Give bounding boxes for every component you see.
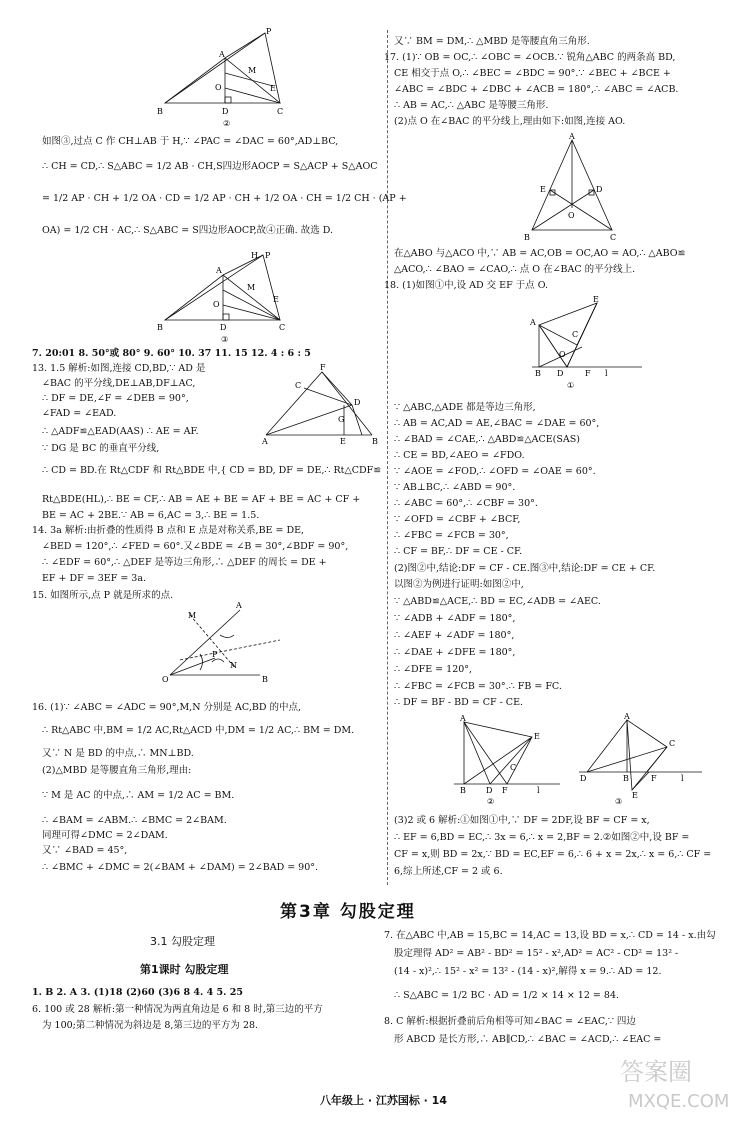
pt-l: l bbox=[537, 786, 540, 795]
text-line: 在△ABO 与△ACO 中,∵ AB = AC,OB = OC,AO = AO,∴ △ABO≌ bbox=[394, 248, 686, 259]
text-line: 又∵ BM = DM,∴ △MBD 是等腰直角三角形. bbox=[394, 36, 590, 47]
pt-B: B bbox=[460, 786, 466, 795]
text-line: ∴ AB = AC,AD = AE,∠BAC = ∠DAE = 60°, bbox=[394, 418, 600, 429]
answers-7-12: 7. 20:01 8. 50°或 80° 9. 60° 10. 37 11. 15 12. 4 : 6 : 5 bbox=[32, 348, 311, 359]
pt-O: O bbox=[559, 350, 566, 359]
pt-F: F bbox=[502, 786, 508, 795]
pt-B: B bbox=[157, 107, 163, 116]
text-line: ∵ △ABD≌△ACE,∴ BD = EC,∠ADB = ∠AEC. bbox=[394, 596, 601, 607]
pt-C: C bbox=[572, 330, 579, 339]
pt-E: E bbox=[340, 437, 346, 445]
pt-C: C bbox=[610, 233, 617, 242]
pt-A: A bbox=[262, 437, 268, 445]
text-line: 15. 如图所示,点 P 就是所求的点. bbox=[32, 590, 174, 601]
pt-E: E bbox=[534, 732, 540, 741]
pt-D: D bbox=[596, 185, 603, 194]
text-line: 6,综上所述,CF = 2 或 6. bbox=[394, 866, 503, 877]
text-line: = 1/2 AP · CH + 1/2 OA · CD = 1/2 AP · CH + 1/2 OA · CH = 1/2 CH · (AP + bbox=[42, 193, 407, 204]
pt-D: D bbox=[557, 369, 564, 378]
pt-E: E bbox=[632, 791, 638, 800]
text-line: ∠ABC = ∠BDC + ∠DBC + ∠ACB = 180°,∴ ∠ABC = ∠ACB. bbox=[394, 84, 679, 95]
text-line: (2)图②中,结论:DF = CF - CE.图③中,结论:DF = CE + CF. bbox=[394, 563, 656, 574]
pt-P: P bbox=[265, 251, 271, 260]
figure-18-3 bbox=[577, 712, 707, 807]
pt-A: A bbox=[624, 712, 630, 721]
watermark-text: 答案圈 bbox=[620, 1058, 692, 1086]
pt-A: A bbox=[216, 266, 222, 275]
pt-D: D bbox=[580, 774, 587, 783]
text-line: ∠FAD = ∠EAD. bbox=[42, 408, 117, 419]
answers-1-5: 1. B 2. A 3. (1)18 (2)60 (3)6 8 4. 4 5. 25 bbox=[32, 987, 243, 998]
text-line: 同理可得∠DMC = 2∠DAM. bbox=[42, 830, 168, 841]
text-line: ∴ CH = CD,∴ S△ABC = 1/2 AB · CH,S四边形AOCP = S△ACP + S△AOC bbox=[42, 161, 378, 172]
pt-C: C bbox=[295, 381, 302, 390]
pt-A: A bbox=[219, 50, 225, 59]
text-line: ∵ M 是 AC 的中点,∴ AM = 1/2 AC = BM. bbox=[42, 790, 235, 801]
text-line: EF + DF = 3EF = 3a. bbox=[42, 573, 147, 584]
text-line: 14. 3a 解析:由折叠的性质得 B 点和 E 点是对称关系,BE = DE, bbox=[32, 525, 305, 536]
text-line: 17. (1)∵ OB = OC,∴ ∠OBC = ∠OCB.∵ 锐角△ABC 的两条高 BD, bbox=[384, 52, 676, 63]
text-line: 又∵ ∠BAD = 45°, bbox=[42, 845, 128, 856]
figure-18-1 bbox=[527, 295, 647, 390]
text-line: ∴ ∠EDF = 60°,∴ △DEF 是等边三角形,∴ △DEF 的周长 = DE + bbox=[42, 557, 327, 568]
text-line: ∠BAC 的平分线,DE⊥AB,DF⊥AC, bbox=[42, 378, 196, 389]
watermark bbox=[610, 1045, 740, 1115]
fig-label: ② bbox=[223, 119, 231, 128]
pt-M: M bbox=[248, 66, 257, 75]
pt-B: B bbox=[262, 675, 268, 684]
section-title: 3.1 勾股定理 bbox=[150, 935, 215, 948]
text-line: ∠BED = 120°,∴ ∠FED = 60°.又∠BDE = ∠B = 30°,∠BDF = 90°, bbox=[42, 541, 349, 552]
text-line: △ACO,∴ ∠BAO = ∠CAO,∴ 点 O 在∠BAC 的平分线上. bbox=[394, 264, 636, 275]
pt-D: D bbox=[486, 786, 493, 795]
text-line: ∴ ∠FBC = ∠FCB = 30°.∴ FB = FC. bbox=[394, 681, 562, 692]
pt-D: D bbox=[220, 323, 227, 332]
text-line: CE 相交于点 O,∴ ∠BEC = ∠BDC = 90°.∵ ∠BEC + ∠BCE + bbox=[394, 68, 671, 79]
text-line: ∴ S△ABC = 1/2 BC · AD = 1/2 × 14 × 12 = 84. bbox=[394, 990, 620, 1001]
text-line: ∵ ∠OFD = ∠CBF + ∠BCF, bbox=[394, 514, 521, 525]
text-line: 又∵ N 是 BD 的中点,∴ MN⊥BD. bbox=[42, 748, 194, 759]
pt-F: F bbox=[585, 369, 591, 378]
text-line: 如图③,过点 C 作 CH⊥AB 于 H,∵ ∠PAC = ∠DAC = 60°,AD⊥BC, bbox=[42, 136, 339, 147]
figure-2-left bbox=[155, 28, 295, 128]
pt-B: B bbox=[372, 437, 378, 445]
text-line: 18. (1)如图①中,设 AD 交 EF 于点 O. bbox=[384, 280, 548, 291]
pt-E: E bbox=[273, 295, 279, 304]
text-line: ∴ △ADF≌△EAD(AAS) ∴ AE = AF. bbox=[42, 426, 199, 437]
text-line: (2)△MBD 是等腰直角三角形,理由: bbox=[42, 765, 192, 776]
text-line: ∴ DF = BF - BD = CF - CE. bbox=[394, 697, 524, 708]
text-line: ∵ △ABC,△ADE 都是等边三角形, bbox=[394, 402, 536, 413]
text-line: ∴ CE = BD,∠AEO = ∠FDO. bbox=[394, 450, 525, 461]
pt-A: A bbox=[530, 318, 536, 327]
text-line: 为 100;第二种情况为斜边是 8,第三边的平方为 28. bbox=[42, 1020, 259, 1031]
pt-B: B bbox=[535, 369, 541, 378]
figure-15 bbox=[160, 600, 320, 685]
pt-F: F bbox=[320, 363, 326, 372]
text-line: ∵ ∠ADB + ∠ADF = 180°, bbox=[394, 613, 516, 624]
pt-A: A bbox=[569, 132, 575, 141]
pt-C: C bbox=[669, 739, 676, 748]
text-line: ∴ CF = BF,∴ DF = CE - CF. bbox=[394, 546, 523, 557]
text-line: OA) = 1/2 CH · AC,∴ S△ABC = S四边形AOCP,故④正确. 故选 D. bbox=[42, 225, 334, 236]
text-line: ∴ Rt△ABC 中,BM = 1/2 AC,Rt△ACD 中,DM = 1/2 AC,∴ BM = DM. bbox=[42, 725, 355, 736]
text-line: ∴ EF = 6,BD = EC,∴ 3x = 6,∴ x = 2,BF = 2.②如图②中,设 BF = bbox=[394, 832, 690, 843]
pt-C: C bbox=[277, 107, 284, 116]
text-line: ∴ CD = BD.在 Rt△CDF 和 Rt△BDE 中,{ CD = BD, DF = DE,∴ Rt△CDF≌ bbox=[42, 465, 382, 476]
text-line: (3)2 或 6 解析:①如图①中,∵ DF = 2DF,设 BF = CF = x, bbox=[394, 815, 650, 826]
pt-O: O bbox=[213, 300, 220, 309]
pt-E: E bbox=[270, 84, 276, 93]
text-line: ∴ ∠BMC + ∠DMC = 2(∠BAM + ∠DAM) = 2∠BAD = 90°. bbox=[42, 862, 319, 873]
fig-label: ③ bbox=[615, 797, 623, 806]
fig-label: ② bbox=[487, 797, 495, 806]
fig-label: ① bbox=[567, 381, 575, 390]
pt-E: E bbox=[593, 295, 599, 304]
text-line: ∴ AB = AC,∴ △ABC 是等腰三角形. bbox=[394, 100, 549, 111]
pt-B: B bbox=[157, 323, 163, 332]
text-line: ∴ ∠BAD = ∠CAE,∴ △ABD≌△ACE(SAS) bbox=[394, 434, 580, 445]
text-line: 8. C 解析:根据折叠前后角相等可知∠BAC = ∠EAC,∵ 四边 bbox=[384, 1016, 636, 1027]
text-line: ∴ ∠ABC = 60°,∴ ∠CBF = 30°. bbox=[394, 498, 538, 509]
fig-label: ③ bbox=[221, 335, 229, 344]
text-line: BE = AC + 2BE.∵ AB = 6,AC = 3,∴ BE = 1.5. bbox=[42, 510, 260, 521]
pt-B: B bbox=[623, 774, 629, 783]
pt-M: M bbox=[188, 611, 197, 620]
text-line: ∵ DG 是 BC 的垂直平分线, bbox=[42, 443, 160, 454]
text-line: (14 - x)²,∴ 15² - x² = 13² - (14 - x)²,解得 x = 9.∴ AD = 12. bbox=[394, 966, 662, 977]
chapter-title: 第3章 勾股定理 bbox=[280, 902, 416, 922]
text-line: ∴ ∠AEF + ∠ADF = 180°, bbox=[394, 630, 515, 641]
text-line: ∴ ∠BAM = ∠ABM.∴ ∠BMC = 2∠BAM. bbox=[42, 815, 227, 826]
pt-C: C bbox=[279, 323, 286, 332]
pt-A: A bbox=[236, 601, 242, 610]
pt-O: O bbox=[162, 675, 169, 684]
pt-A: A bbox=[460, 714, 466, 723]
text-line: ∵ AB⊥BC,∴ ∠ABD = 90°. bbox=[394, 482, 516, 493]
figure-18-2 bbox=[452, 712, 562, 807]
pt-B: B bbox=[524, 233, 530, 242]
pt-E: E bbox=[540, 185, 546, 194]
pt-l: l bbox=[681, 774, 684, 783]
text-line: CF = x,则 BD = 2x,∵ BD = EC,EF = 6,∴ 6 + x = 2x,∴ x = 6,∴ CF = bbox=[394, 849, 712, 860]
figure-17 bbox=[522, 132, 622, 242]
text-line: 形 ABCD 是长方形,∴ AB∥CD,∴ ∠BAC = ∠ACD,∴ ∠EAC = bbox=[394, 1034, 662, 1045]
text-line: 股定理得 AD² = AB² - BD² = 15² - x²,AD² = AC² - CD² = 13² - bbox=[394, 948, 679, 959]
text-line: ∴ DF = DE,∠F = ∠DEB = 90°, bbox=[42, 393, 189, 404]
text-line: 13. 1.5 解析:如图,连接 CD,BD,∵ AD 是 bbox=[32, 363, 206, 374]
text-line: 7. 在△ABC 中,AB = 15,BC = 14,AC = 13,设 BD = x,∴ CD = 14 - x.由勾 bbox=[384, 930, 716, 941]
pt-P: P bbox=[266, 28, 272, 36]
page-footer: 八年级上 · 江苏国标 · 14 bbox=[320, 1094, 447, 1107]
pt-l: l bbox=[605, 369, 608, 378]
pt-C: C bbox=[510, 763, 517, 772]
text-line: 以图②为例进行证明:如图②中, bbox=[394, 579, 524, 590]
watermark-url: MXQE.COM bbox=[628, 1091, 730, 1112]
pt-H: H bbox=[251, 251, 258, 260]
text-line: ∴ ∠DFE = 120°, bbox=[394, 664, 473, 675]
column-divider bbox=[387, 30, 389, 885]
text-line: Rt△BDE(HL),∴ BE = CF,∴ AB = AE + BE = AF + BE = AC + CF + bbox=[42, 494, 361, 505]
pt-F: F bbox=[651, 774, 657, 783]
pt-N: N bbox=[230, 661, 237, 670]
figure-13 bbox=[262, 360, 387, 445]
text-line: ∴ ∠DAE + ∠DFE = 180°, bbox=[394, 647, 516, 658]
pt-G: G bbox=[338, 415, 345, 424]
pt-M: M bbox=[247, 283, 256, 292]
pt-O: O bbox=[568, 211, 575, 220]
text-line: 6. 100 或 28 解析:第一种情况为两直角边是 6 和 8 时,第三边的平方 bbox=[32, 1004, 323, 1015]
text-line: ∴ ∠FBC = ∠FCB = 30°, bbox=[394, 530, 509, 541]
text-line: ∵ ∠AOE = ∠FOD,∴ ∠OFD = ∠OAE = 60°. bbox=[394, 466, 596, 477]
lesson-title: 第1课时 勾股定理 bbox=[140, 963, 229, 976]
pt-D: D bbox=[354, 398, 361, 407]
figure-3-left bbox=[155, 250, 295, 345]
text-line: 16. (1)∵ ∠ABC = ∠ADC = 90°,M,N 分别是 AC,BD 的中点, bbox=[32, 702, 302, 713]
pt-O: O bbox=[215, 83, 222, 92]
text-line: (2)点 O 在∠BAC 的平分线上,理由如下:如图,连接 AO. bbox=[394, 116, 626, 127]
pt-P: P bbox=[212, 650, 218, 659]
pt-D: D bbox=[222, 107, 229, 116]
